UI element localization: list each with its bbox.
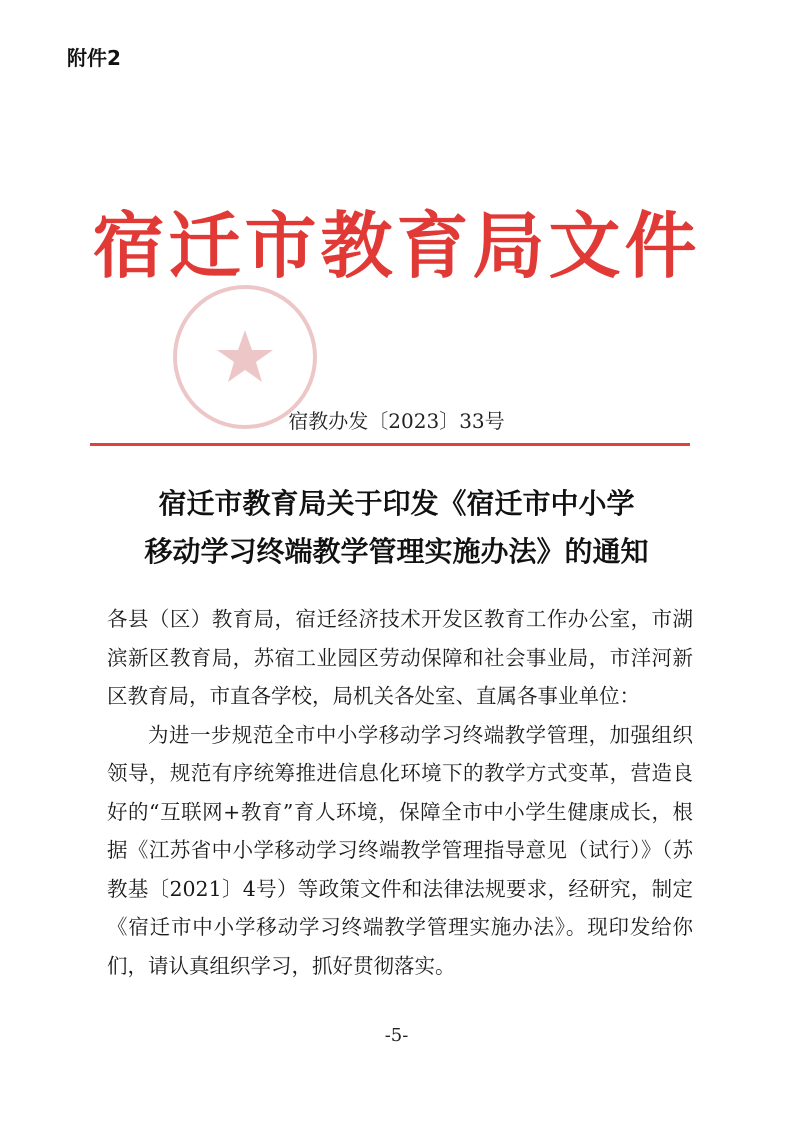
title-line-1: 宿迁市教育局关于印发《宿迁市中小学 — [158, 487, 635, 520]
issuer-title: 宿迁市教育局文件 — [92, 203, 701, 288]
notice-body — [107, 600, 693, 985]
page-number: -5- — [384, 1025, 409, 1046]
body-paragraph: 为进一步规范全市中小学移动学习终端教学管理，加强组织领导，规范有序统筹推进信息化环境下的教学方式变革，营造良好的“互联网+教育”育人环境，保障全市中小学生健康成长，根据《江苏省中小学移动学习终端教学管理指导意见（试行）》（苏教基〔2021〕4号）等政策文件和法律法规要求，经研究，制定《宿迁市中小学移动学习终端教学管理实施办法》。现印发给你们，请认真组织学习，抓好贯彻落实。 — [107, 722, 693, 978]
salutation: 各县（区）教育局，宿迁经济技术开发区教育工作办公室，市湖滨新区教育局，苏宿工业园区劳动保障和社会事业局，市洋河新区教育局，市直各学校，局机关各处室、直属各事业单位： — [107, 607, 693, 708]
notice-title — [0, 480, 793, 576]
red-divider — [90, 443, 690, 446]
attachment-label: 附件2 — [67, 46, 121, 70]
document-number: 宿教办发〔2023〕33号 — [288, 409, 505, 433]
title-line-2: 移动学习终端教学管理实施办法》的通知 — [144, 535, 649, 568]
